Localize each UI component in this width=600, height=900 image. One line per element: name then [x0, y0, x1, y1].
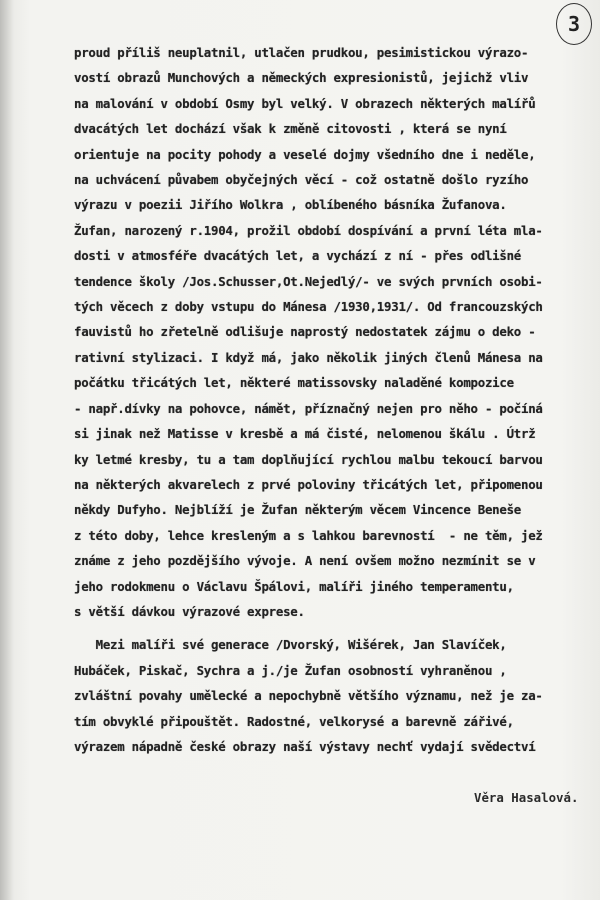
text-line: Žufan, narozený r.1904, prožil období dospívání a první léta mla- [74, 222, 543, 238]
text-line: někdy Dufyho. Nejblíží je Žufan některým věcem Vincence Beneše [74, 502, 522, 518]
text-line: Hubáček, Piskač, Sychra a j./je Žufan osobností vyhraněnou , [74, 662, 507, 678]
text-line: tých věcech z doby vstupu do Mánesa /1930,1931/. Od francouzských [74, 299, 543, 315]
text-line: orientuje na pocity pohody a veselé dojmy všedního dne i neděle, [74, 146, 536, 162]
text-line: zvláštní povahy umělecké a nepochybně většího významu, než je za- [74, 688, 543, 704]
page-fold-shadow [0, 0, 14, 900]
text-line: fauvistů ho zřetelně odlišuje naprostý nedostatek zájmu o deko - [74, 324, 536, 340]
text-line: si jinak než Matisse v kresbě a má čisté, nelomenou škálu . Útrž [74, 426, 536, 442]
text-line: dvacátých let dochází však k změně citovosti , která se nyní [74, 121, 507, 137]
text-line: známe z jeho pozdějšího vývoje. A není ovšem možno nezmínit se v [74, 553, 536, 569]
text-line: výrazem nápadně české obrazy naší výstavy nechť vydají svědectví [74, 738, 536, 754]
text-line: Mezi malíři své generace /Dvorský, Wišérek, Jan Slavíček, [74, 637, 507, 653]
text-line: - např.dívky na pohovce, námět, příznačný nejen pro něho - počíná [74, 400, 543, 416]
text-line: vostí obrazů Munchových a německých expresionistů, jejichž vliv [74, 70, 529, 86]
text-line: ky letmé kresby, tu a tam doplňující rychlou malbu tekoucí barvou [74, 451, 543, 467]
text-line: rativní stylizaci. I když má, jako několik jiných členů Mánesa na [74, 349, 543, 365]
text-line: tendence školy /Jos.Schusser,Ot.Nejedlý/- ve svých prvních osobi- [74, 273, 543, 289]
text-line: počátku třicátých let, některé matissovsky naladěné kompozice [74, 375, 514, 391]
text-line: proud příliš neuplatnil, utlačen prudkou, pesimistickou výrazo- [74, 45, 529, 60]
text-line: jeho rodokmenu o Václavu Špálovi, malíři jiného temperamentu, [74, 578, 514, 594]
text-line: na malování v období Osmy byl velký. V obrazech některých malířů [74, 95, 536, 111]
text-line: z této doby, lehce kresleným a s lahkou barevností - ne těm, jež [74, 527, 543, 543]
body-text [74, 40, 600, 759]
author-signature: Věra Hasalová. [474, 790, 579, 805]
text-line: dosti v atmosféře dvacátých let, a vychází z ní - přes odlišné [74, 248, 522, 264]
text-line: tím obvyklé připouštět. Radostné, velkorysé a barevně zářivé, [74, 713, 514, 729]
text-line: výrazu v poezii Jiřího Wolkra , oblíbeného básníka Žufanova. [74, 197, 507, 213]
text-line: na uchvácení půvabem obyčejných věcí - což ostatně došlo ryzího [74, 172, 529, 188]
page-number: 3 [556, 3, 592, 45]
text-line: s větší dávkou výrazové exprese. [74, 603, 305, 619]
text-line: na některých akvarelech z prvé poloviny třicátých let, připomenou [74, 476, 543, 492]
